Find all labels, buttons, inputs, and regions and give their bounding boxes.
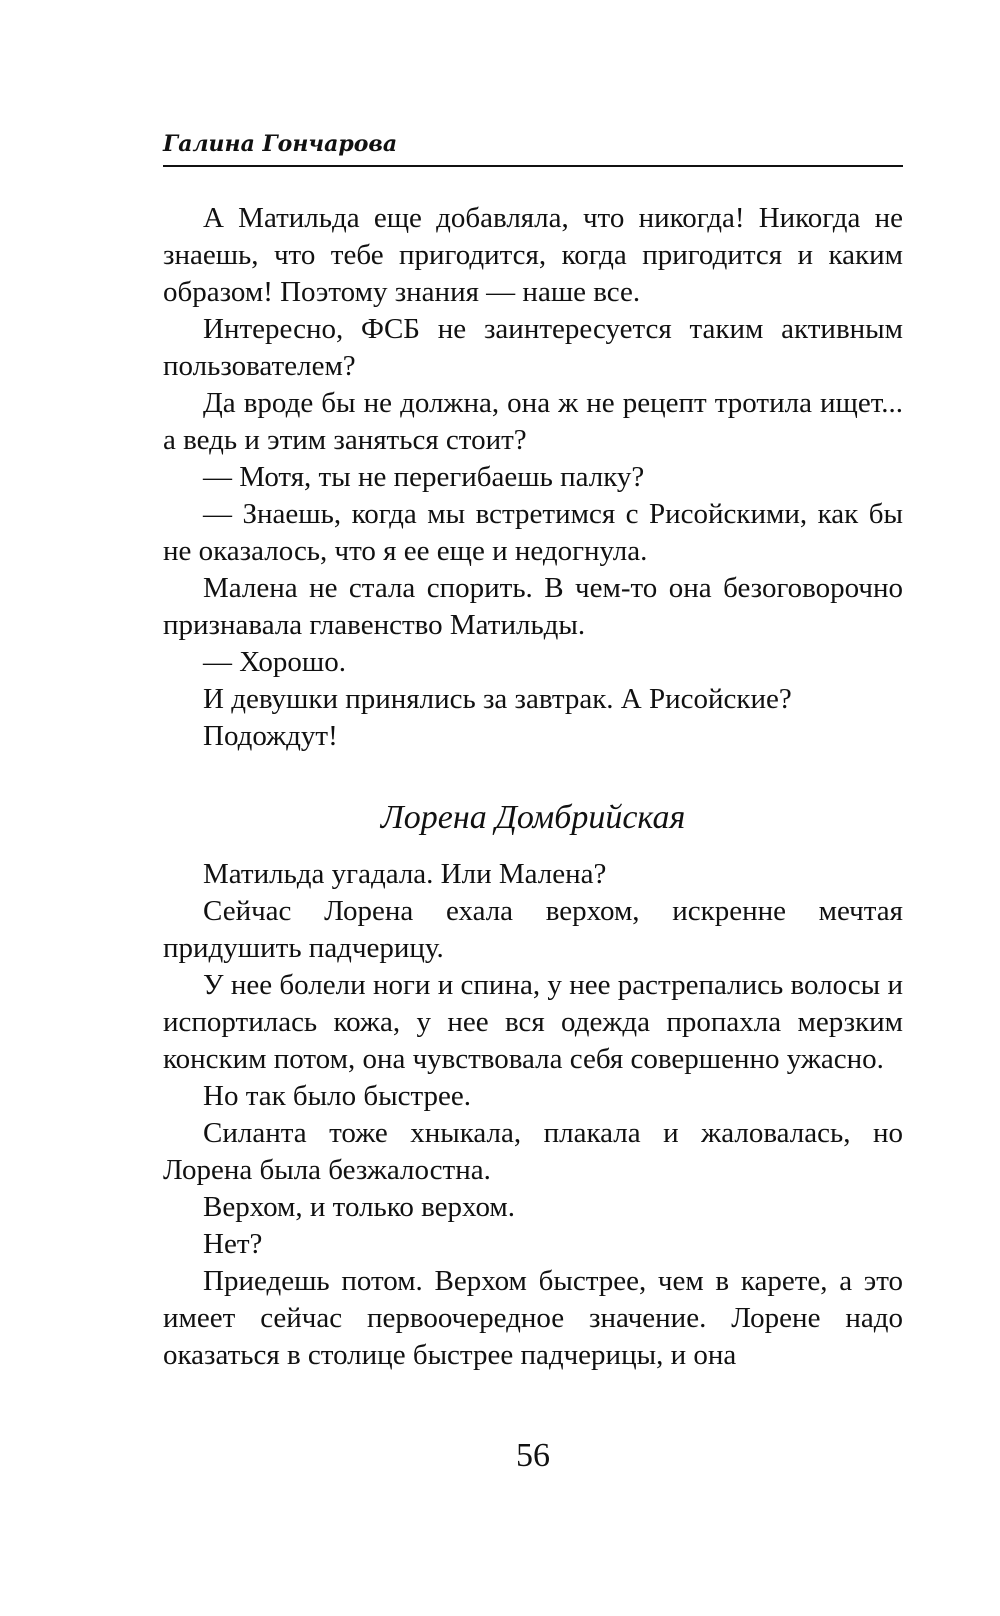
paragraph: — Хорошо. [203,646,346,678]
paragraph: Малена не стала спорить. В чем-то она безоговорочно признавала главенство Матильды. [163,572,903,641]
paragraph: И девушки принялись за завтрак. А Рисойские? [203,683,792,715]
header-rule [163,165,903,167]
paragraph: Матильда угадала. Или Малена? [203,858,607,890]
paragraph: Приедешь потом. Верхом быстрее, чем в карете, а это имеет сейчас первоочередное значение. Лорене надо оказаться в столице быстрее падчерицы, и она [163,1265,903,1371]
paragraph: Интересно, ФСБ не заинтересуется таким активным пользователем? [163,313,903,382]
paragraph: — Знаешь, когда мы встретимся с Рисойскими, как бы не оказалось, что я ее еще и недогнула. [163,498,903,567]
text-section-1 [163,200,903,755]
paragraph: А Матильда еще добавляла, что никогда! Никогда не знаешь, что тебе пригодится, когда пригодится и каким образом! Поэтому знания — наше все. [163,202,903,308]
paragraph: Сейчас Лорена ехала верхом, искренне мечтая придушить падчерицу. [163,895,903,964]
chapter-heading: Лорена Домбрийская [380,799,686,836]
paragraph: У нее болели ноги и спина, у нее растрепались волосы и испортилась кожа, у нее вся одежда пропахла мерзким конским потом, она чувствовала себя совершенно ужасно. [163,969,903,1075]
paragraph: Но так было быстрее. [203,1080,472,1112]
paragraph: Силанта тоже хныкала, плакала и жаловалась, но Лорена была безжалостна. [163,1117,903,1186]
paragraph: — Мотя, ты не перегибаешь палку? [203,461,645,493]
text-section-2 [163,856,903,1374]
paragraph: Верхом, и только верхом. [203,1191,515,1223]
paragraph: Подождут! [203,720,338,752]
running-head-author: Галина Гончарова [163,131,398,157]
paragraph: Нет? [203,1228,263,1260]
paragraph: Да вроде бы не должна, она ж не рецепт тротила ищет... а ведь и этим заняться стоит? [163,387,903,456]
page-number: 56 [516,1437,550,1474]
